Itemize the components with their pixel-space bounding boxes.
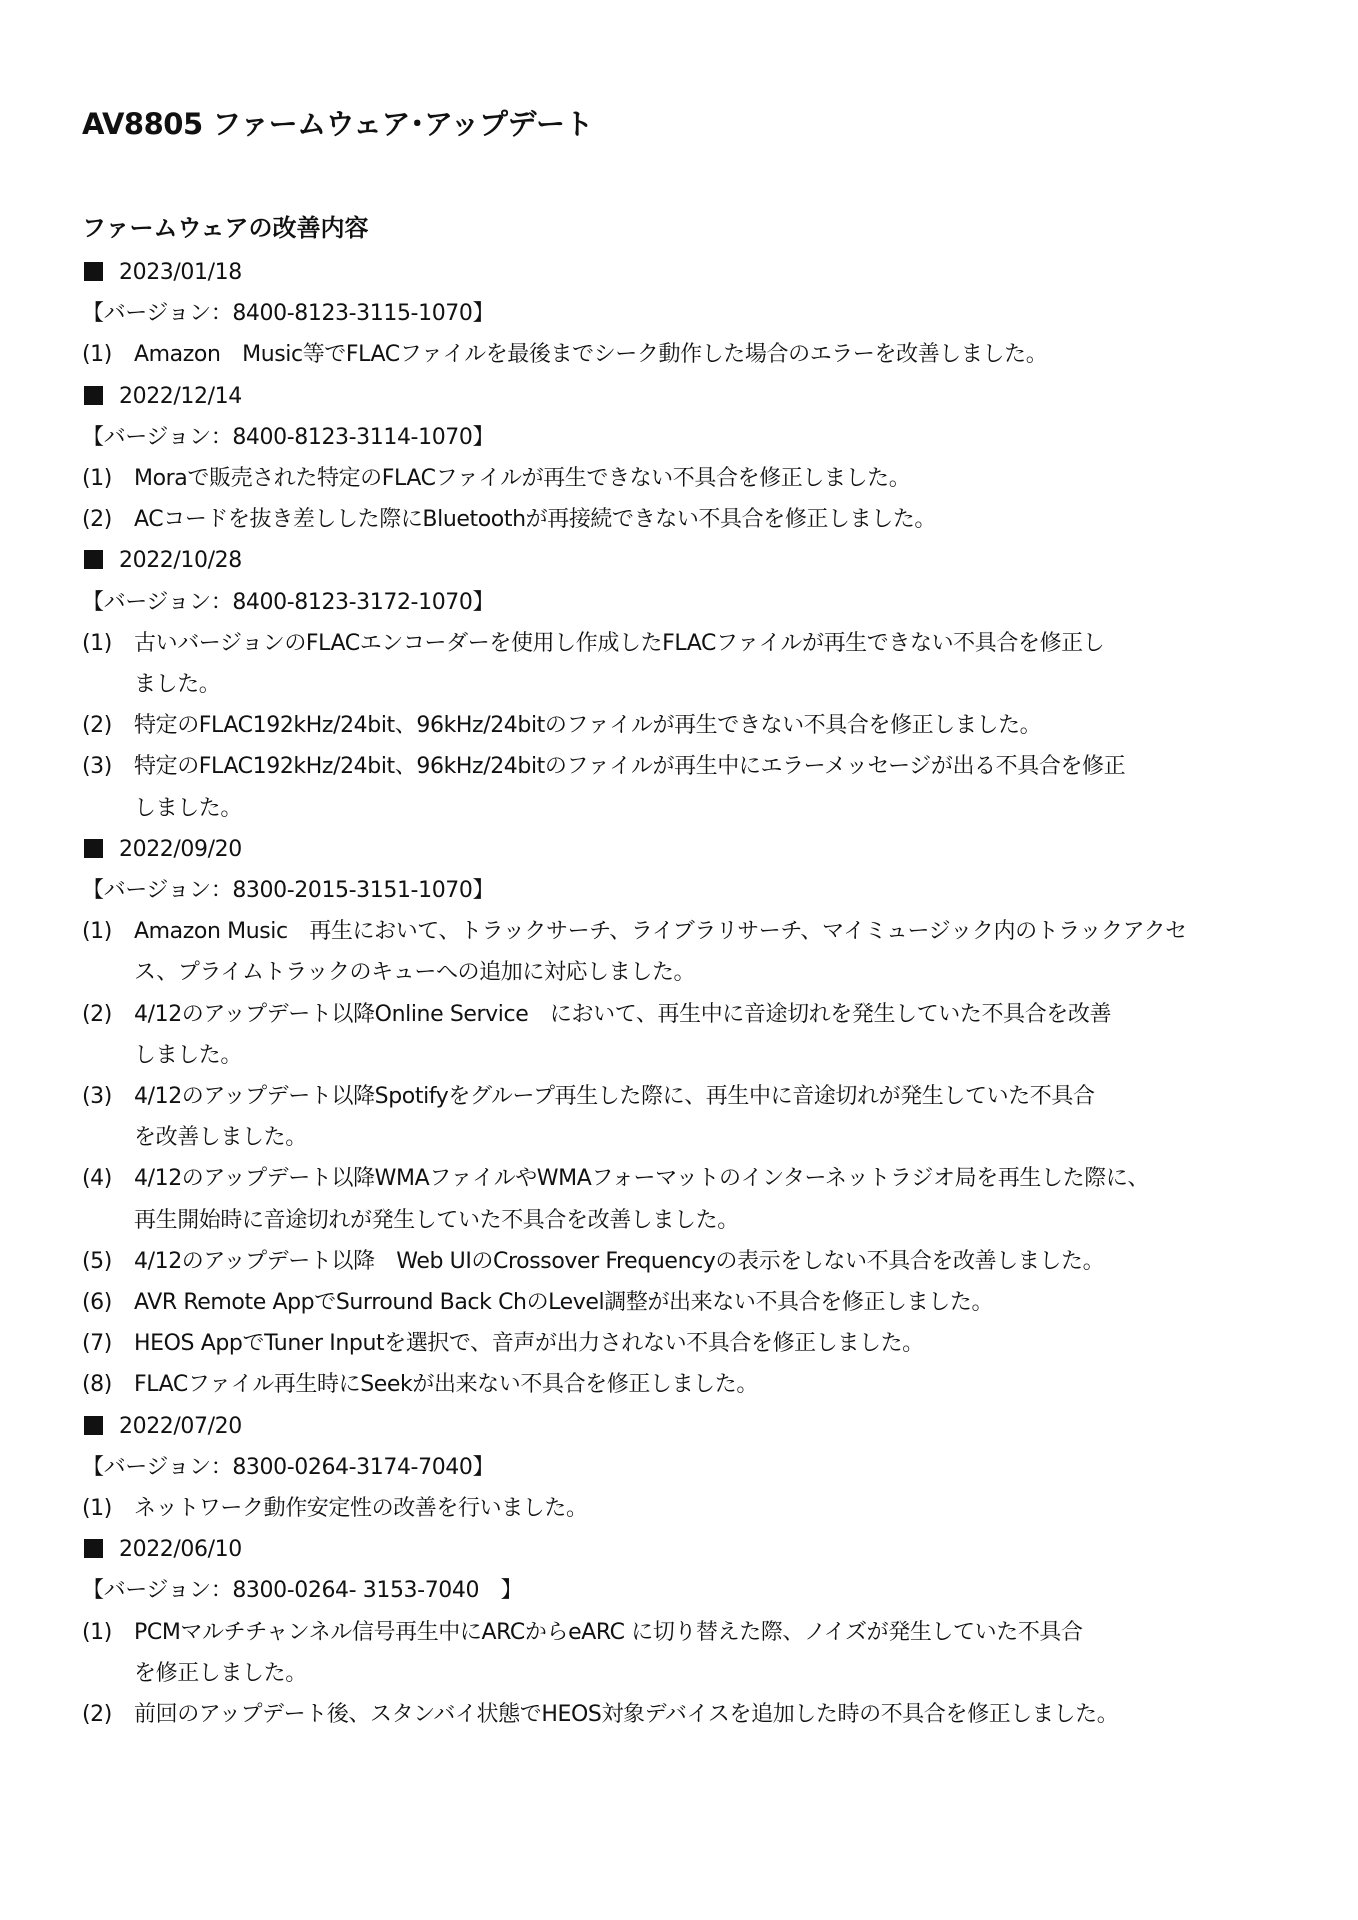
change-item-number: (2) — [82, 1701, 112, 1727]
change-item — [82, 1323, 1282, 1364]
change-item — [82, 1694, 1282, 1735]
change-item-number: (3) — [82, 754, 112, 780]
release-date — [82, 1529, 1282, 1570]
release-version: 【バージョン：8400-8123-3115-1070】 — [82, 301, 495, 327]
change-item-number: (2) — [82, 1001, 112, 1027]
change-item-text: Moraで販売された特定のFLACファイルが再生できない不具合を修正しました。 — [134, 465, 911, 491]
change-item-text: 古いバージョンのFLACエンコーダーを使用し作成したFLACファイルが再生できない不具合を修正し — [134, 630, 1105, 656]
change-item-text: FLACファイル再生時にSeekが出来ない不具合を修正しました。 — [134, 1372, 758, 1398]
change-item — [82, 334, 1282, 375]
change-item-number: (3) — [82, 1083, 112, 1109]
change-item-text: ACコードを抜き差しした際にBluetoothが再接続できない不具合を修正しました。 — [134, 507, 937, 533]
release-date-text: 2022/12/14 — [119, 383, 242, 409]
change-item — [82, 623, 1282, 705]
square-bullet-icon — [84, 386, 103, 405]
change-item — [82, 911, 1282, 993]
document-title: AV8805 ファームウェア･アップデート — [82, 107, 593, 141]
change-item-number: (2) — [82, 713, 112, 739]
change-item-text: Amazon Music 再生において、トラックサーチ、ライブラリサーチ、マイミュージック内のトラックアクセ — [134, 919, 1187, 945]
change-item — [82, 1158, 1282, 1240]
change-item-number: (4) — [82, 1166, 112, 1192]
change-item-text: 特定のFLAC192kHz/24bit、96kHz/24bitのファイルが再生中にエラーメッセージが出る不具合を修正 — [134, 754, 1126, 780]
change-item-number: (7) — [82, 1331, 112, 1357]
change-item — [82, 1282, 1282, 1323]
change-item-number: (1) — [82, 919, 112, 945]
change-item — [82, 458, 1282, 499]
change-item — [82, 1612, 1282, 1694]
change-item-number: (1) — [82, 1619, 112, 1645]
change-item-text: ネットワーク動作安定性の改善を行いました。 — [134, 1495, 588, 1521]
square-bullet-icon — [84, 262, 103, 281]
change-item-text: 4/12のアップデート以降Spotifyをグループ再生した際に、再生中に音途切れが発生していた不具合 — [134, 1083, 1095, 1109]
change-item-text: 4/12のアップデート以降WMAファイルやWMAフォーマットのインターネットラジオ局を再生した際に、 — [134, 1166, 1150, 1192]
change-item-number: (8) — [82, 1372, 112, 1398]
release-date — [82, 1406, 1282, 1447]
change-item — [82, 746, 1282, 828]
square-bullet-icon — [84, 1539, 103, 1558]
change-item-number: (1) — [82, 342, 112, 368]
change-item — [82, 1488, 1282, 1529]
change-item-text: 特定のFLAC192kHz/24bit、96kHz/24bitのファイルが再生できない不具合を修正しました。 — [134, 713, 1042, 739]
release-version: 【バージョン：8300-0264- 3153-7040 】 — [82, 1578, 523, 1604]
release-version: 【バージョン：8300-0264-3174-7040】 — [82, 1454, 495, 1480]
change-item-text: HEOS AppでTuner Inputを選択で、音声が出力されない不具合を修正しました。 — [134, 1331, 924, 1357]
release-version: 【バージョン：8300-2015-3151-1070】 — [82, 877, 495, 903]
change-item-number: (6) — [82, 1289, 112, 1315]
change-item-text: ス、プライムトラックのキューへの追加に対応しました。 — [134, 960, 696, 986]
change-item-number: (5) — [82, 1248, 112, 1274]
release-date-text: 2022/06/10 — [119, 1537, 242, 1563]
release-date — [82, 540, 1282, 581]
section-title: ファームウェアの改善内容 — [82, 214, 369, 242]
change-item-text: しました。 — [134, 1042, 243, 1068]
change-item-number: (1) — [82, 630, 112, 656]
change-item-text: を修正しました。 — [134, 1660, 307, 1686]
change-item — [82, 1076, 1282, 1158]
change-item — [82, 1241, 1282, 1282]
release-date-text: 2022/09/20 — [119, 836, 242, 862]
change-item — [82, 499, 1282, 540]
change-item-text: 4/12のアップデート以降 Web UIのCrossover Frequencyの表示をしない不具合を改善しました。 — [134, 1248, 1105, 1274]
change-item — [82, 705, 1282, 746]
change-item-number: (1) — [82, 1495, 112, 1521]
change-item — [82, 1364, 1282, 1405]
change-item-text: ました。 — [134, 671, 221, 697]
change-item-number: (1) — [82, 465, 112, 491]
change-item-text: Amazon Music等でFLACファイルを最後までシーク動作した場合のエラーを改善しました。 — [134, 342, 1048, 368]
square-bullet-icon — [84, 839, 103, 858]
change-item-text: を改善しました。 — [134, 1125, 307, 1151]
release-version: 【バージョン：8400-8123-3172-1070】 — [82, 589, 495, 615]
change-item-text: AVR Remote AppでSurround Back ChのLevel調整が出来ない不具合を修正しました。 — [134, 1289, 994, 1315]
change-item-text: しました。 — [134, 795, 243, 821]
release-notes-list — [82, 252, 1282, 1735]
change-item — [82, 994, 1282, 1076]
change-item-text: 4/12のアップデート以降Online Service において、再生中に音途切れを発生していた不具合を改善 — [134, 1001, 1112, 1027]
square-bullet-icon — [84, 1416, 103, 1435]
square-bullet-icon — [84, 550, 103, 569]
change-item-number: (2) — [82, 507, 112, 533]
release-date-text: 2023/01/18 — [119, 260, 242, 285]
change-item-text: PCMマルチチャンネル信号再生中にARCからeARC に切り替えた際、ノイズが発生していた不具合 — [134, 1619, 1083, 1645]
change-item-text: 再生開始時に音途切れが発生していた不具合を改善しました。 — [134, 1207, 739, 1233]
change-item-text: 前回のアップデート後、スタンバイ状態でHEOS対象デバイスを追加した時の不具合を修正しました。 — [134, 1701, 1119, 1727]
release-date-text: 2022/10/28 — [119, 548, 242, 574]
release-date — [82, 252, 1282, 293]
release-date — [82, 829, 1282, 870]
release-version: 【バージョン：8400-8123-3114-1070】 — [82, 424, 495, 450]
release-date — [82, 376, 1282, 417]
release-date-text: 2022/07/20 — [119, 1413, 242, 1439]
